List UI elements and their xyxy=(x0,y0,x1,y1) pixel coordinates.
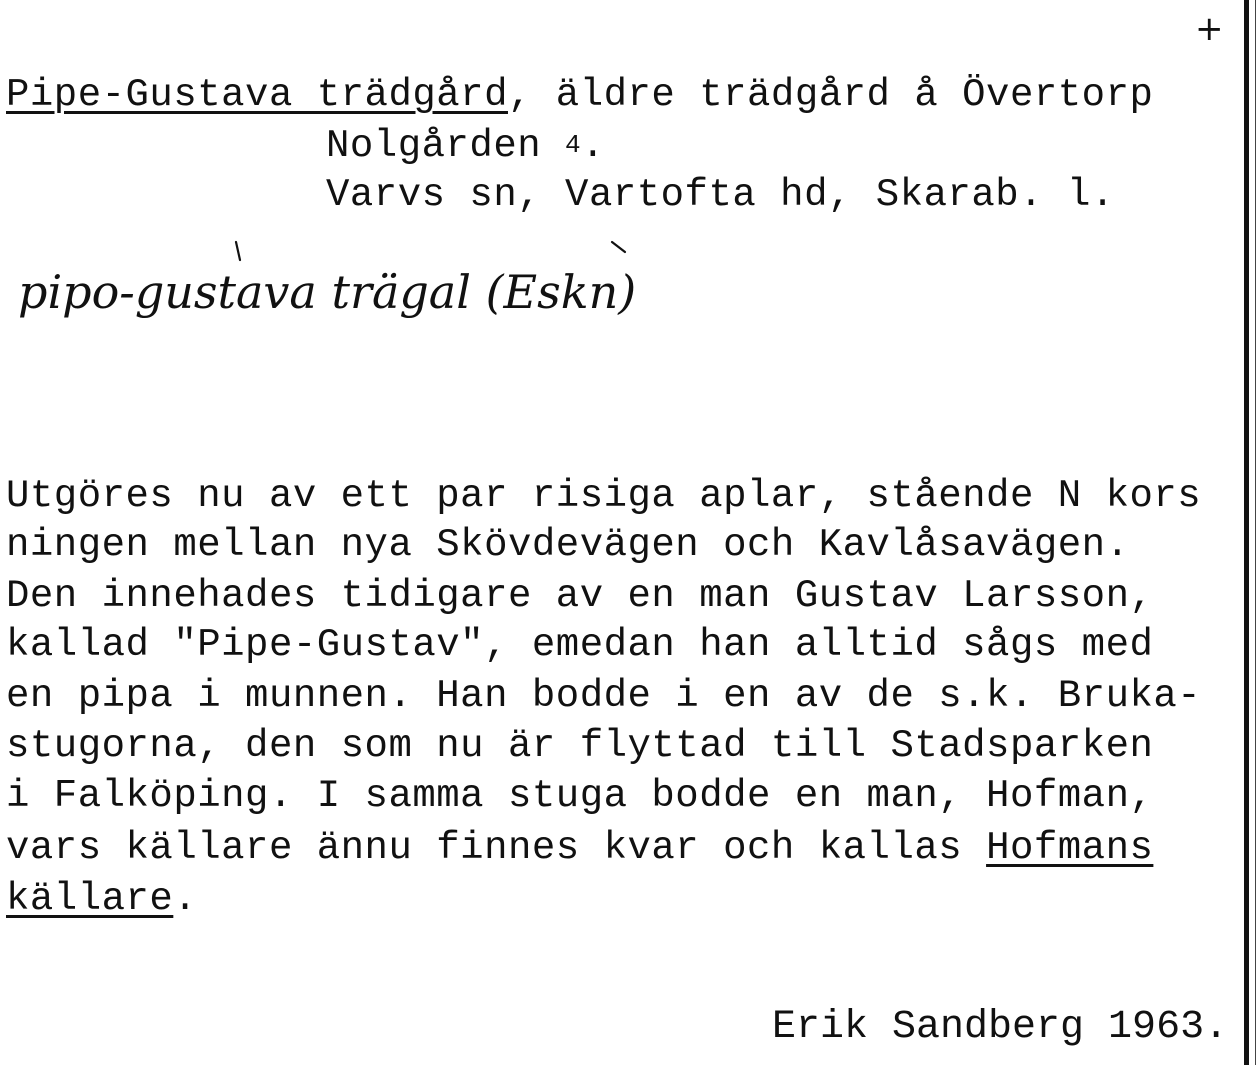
body-line-6: stugorna, den som nu är flyttad till Stadsparken xyxy=(6,724,1154,768)
place-description: , äldre trädgård å Övertorp xyxy=(507,73,1154,117)
body-line-3: Den innehades tidigare av en man Gustav Larsson, xyxy=(6,574,1154,618)
body-line-4: kallad "Pipe-Gustav", emedan han alltid sågs med xyxy=(6,623,1154,667)
hofmans-underlined: Hofmans xyxy=(986,826,1154,870)
address-line xyxy=(326,124,606,168)
parish-line: Varvs sn, Vartofta hd, Skarab. l. xyxy=(326,173,1115,217)
plus-mark: + xyxy=(1195,9,1224,49)
handwriting-accent-stroke-2 xyxy=(612,242,625,252)
kallare-underlined: källare xyxy=(6,877,174,921)
body-line-8-text: vars källare ännu finnes kvar och kallas xyxy=(6,826,987,870)
body-line-8 xyxy=(6,826,1154,870)
body-line-9-end: . xyxy=(173,877,198,921)
heading-line xyxy=(6,73,1154,117)
body-line-9 xyxy=(6,877,198,921)
address-superscript: 4 xyxy=(565,130,582,160)
handwritten-text: pipo-gustava trägal (Eskn) xyxy=(18,265,637,319)
card-edge-rule-thin xyxy=(1255,0,1256,1065)
place-name-title: Pipe-Gustava trädgård xyxy=(6,73,508,117)
address-end: . xyxy=(581,124,606,168)
address-text: Nolgården xyxy=(326,124,566,168)
body-line-5: en pipa i munnen. Han bodde i en av de s.k. Bruka- xyxy=(6,674,1202,718)
card-edge-rule xyxy=(1244,0,1249,1065)
body-line-2: ningen mellan nya Skövdevägen och Kavlåsavägen. xyxy=(6,523,1130,567)
body-line-7: i Falköping. I samma stuga bodde en man, Hofman, xyxy=(6,774,1154,818)
handwritten-annotation xyxy=(0,230,960,360)
body-line-1: Utgöres nu av ett par risiga aplar, stående N kors xyxy=(6,474,1202,518)
handwriting-accent-stroke xyxy=(236,242,240,260)
signature: Erik Sandberg 1963. xyxy=(772,1005,1229,1050)
